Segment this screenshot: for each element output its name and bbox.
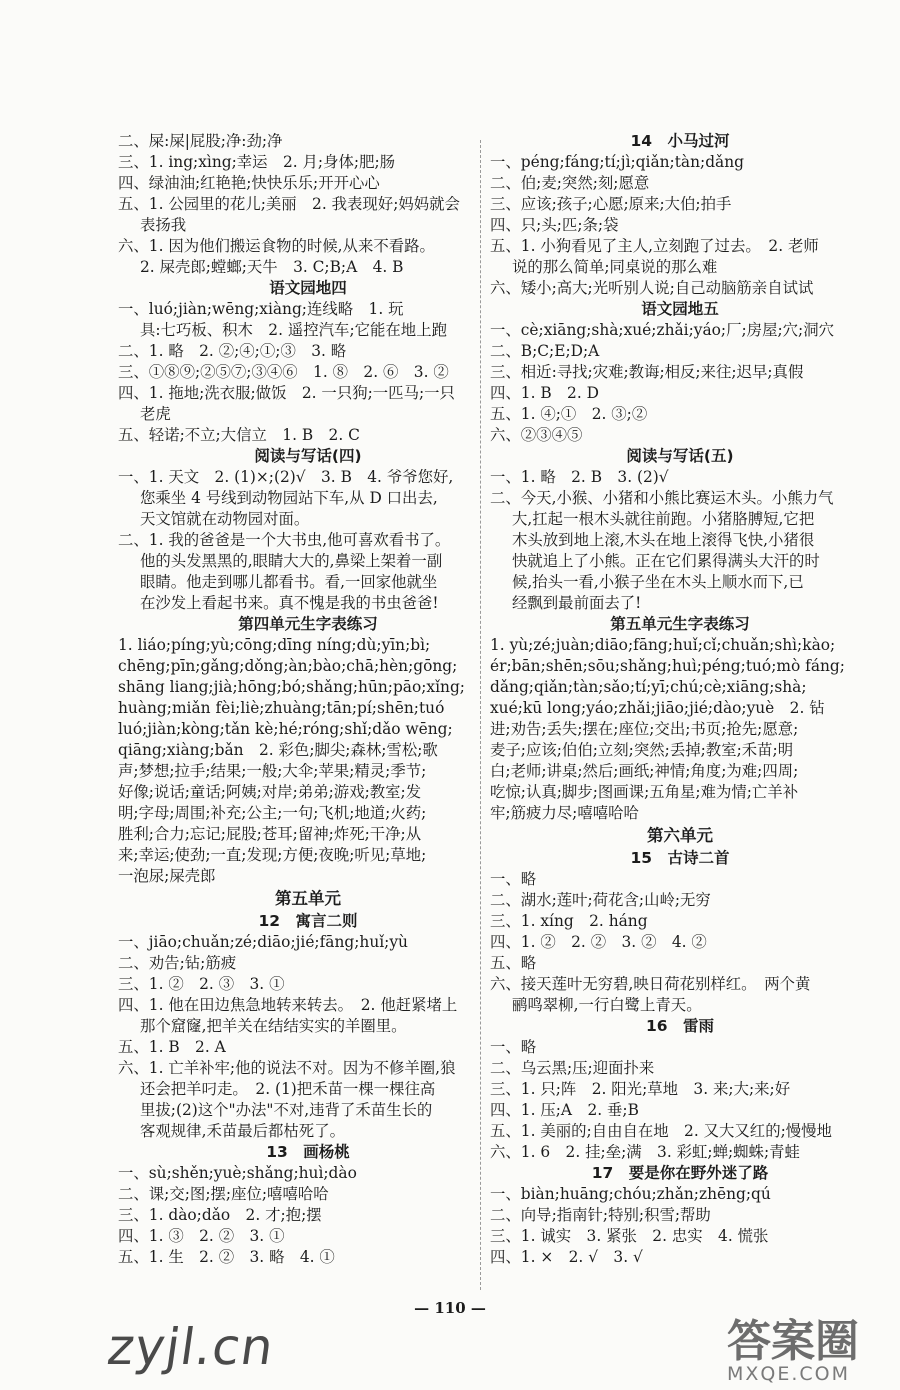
answer-line: 一、略 [490, 1038, 537, 1056]
answer-line-continued: 他的头发黑黑的,眼睛大大的,鼻梁上架着一副 [140, 552, 443, 570]
answer-line: 一、péng;fáng;tí;jì;qiǎn;tàn;dǎng [490, 153, 744, 171]
answer-line-continued: 大,扛起一根木头就往前跑。小猪胳膊短,它把 [512, 510, 815, 528]
answer-line: 二、劝告;钻;筋疲 [118, 954, 237, 972]
answer-line: 四、1. 压;A 2. 垂;B [490, 1101, 639, 1119]
answer-line: 二、B;C;E;D;A [490, 342, 600, 360]
answer-line: chēng;pīn;gǎng;dǒng;àn;bào;chā;hèn;gōng; [118, 657, 458, 675]
answer-line: 二、今天,小猴、小猪和小熊比赛运木头。小熊力气 [490, 489, 834, 507]
answer-line: 三、1. 诚实 3. 紧张 2. 忠实 4. 慌张 [490, 1227, 769, 1245]
answer-line-continued: 那个窟窿,把羊关在结结实实的羊圈里。 [140, 1017, 407, 1035]
answer-line: 四、1. ③ 2. ② 3. ① [118, 1227, 285, 1245]
answer-line-continued: 客观规律,禾苗最后都枯死了。 [140, 1122, 345, 1140]
answer-line: 六、接天莲叶无穷碧,映日荷花别样红。 两个黄 [490, 975, 811, 993]
answer-line: qiāng;xiàng;bǎn 2. 彩色;脚尖;森林;雪松;歌 [118, 741, 438, 759]
answer-line: 一、biàn;huāng;chóu;zhǎn;zhēng;qú [490, 1185, 771, 1203]
answer-line: 三、1. xíng 2. háng [490, 912, 648, 930]
section-heading: 语文园地四 [269, 279, 347, 297]
answer-line: 三、1. ② 2. ③ 3. ① [118, 975, 285, 993]
answer-line: 1. yù;zé;juàn;diāo;fāng;huǐ;cǐ;chuǎn;shì;kào; [490, 636, 836, 654]
answer-line: luó;jiàn;kòng;tǎn kè;hé;róng;shǐ;dǎo wēng; [118, 720, 453, 738]
answer-line: 二、湖水;莲叶;荷花含;山岭;无穷 [490, 891, 711, 909]
answer-line: 二、乌云黑;压;迎面扑来 [490, 1059, 655, 1077]
answer-line: 一、sù;shěn;yuè;shǎng;huì;dào [118, 1164, 357, 1182]
section-heading: 阅读与写话(五) [626, 447, 734, 465]
answer-line-continued: 天文馆就在动物园对面。 [140, 510, 310, 528]
page-number: — 110 — [414, 1299, 486, 1317]
section-heading: 第五单元生字表练习 [610, 615, 750, 633]
answer-line: 三、1. 只;阵 2. 阳光;草地 3. 来;大;来;好 [490, 1080, 791, 1098]
answer-line-continued: 候,抬头一看,小猴子坐在木头上顺水而下,已 [512, 573, 804, 591]
answer-line: 四、1. 他在田边焦急地转来转去。 2. 他赶紧堵上 [118, 996, 458, 1014]
answer-line-continued: 里拔;(2)这个"办法"不对,违背了禾苗生长的 [140, 1101, 433, 1119]
answer-line: 五、1. B 2. A [118, 1038, 226, 1056]
section-heading: 16 雷雨 [645, 1017, 715, 1035]
answer-line: dǎng;qiǎn;tàn;sǎo;tí;yī;chú;cè;xiāng;shà; [490, 678, 807, 696]
watermark-mxqe-logo [727, 1305, 887, 1385]
unit-heading: 第五单元 [275, 889, 341, 908]
watermark-mxqe-url: MXQE.COM [727, 1363, 851, 1385]
answer-line: 好像;说话;童话;阿姨;对岸;弟弟;游戏;教室;发 [118, 783, 422, 801]
answer-line: 五、1. 生 2. ② 3. 略 4. ① [118, 1248, 335, 1266]
section-heading: 语文园地五 [641, 300, 719, 318]
section-heading: 阅读与写话(四) [254, 447, 362, 465]
answer-line: 六、矮小;高大;光听别人说;自己动脑筋亲自试试 [490, 279, 814, 297]
answer-line: ér;bān;shēn;sōu;shǎng;huì;péng;tuó;mò fáng; [490, 657, 845, 675]
answer-line: 五、1. 公园里的花儿;美丽 2. 我表现好;妈妈就会 [118, 195, 460, 213]
section-heading: 13 画杨桃 [266, 1143, 350, 1161]
answer-line-continued: 具:七巧板、积木 2. 遥控汽车;它能在地上跑 [140, 321, 447, 339]
answer-line: 三、相近:寻找;灾难;教诲;相反;来往;迟早;真假 [490, 363, 804, 381]
answer-line: 四、1. × 2. √ 3. √ [490, 1248, 643, 1266]
answer-line-continued: 在沙发上看起书来。真不愧是我的书虫爸爸! [140, 594, 439, 612]
answer-line: 三、①⑧⑨;②⑤⑦;③④⑥ 1. ⑧ 2. ⑥ 3. ② [118, 363, 449, 381]
answer-line-continued: 木头放到地上滚,木头在地上滚得飞快,小猪很 [512, 531, 815, 549]
answer-line: 六、1. 因为他们搬运食物的时候,从来不看路。 [118, 237, 435, 255]
answer-line: huàng;miǎn fèi;liè;zhuàng;tān;pí;shēn;tuó [118, 699, 445, 717]
answer-line: 二、1. 我的爸爸是一个大书虫,他可喜欢看书了。 [118, 531, 451, 549]
answer-line: 六、1. 亡羊补牢;他的说法不对。因为不修羊圈,狼 [118, 1059, 456, 1077]
section-heading: 17 要是你在野外迷了路 [591, 1164, 769, 1182]
answer-line: 麦子;应该;伯伯;立刻;突然;丢掉;教室;禾苗;明 [490, 741, 794, 759]
answer-line: 四、1. B 2. D [490, 384, 599, 402]
section-heading: 15 古诗二首 [630, 849, 730, 867]
left-column [118, 131, 498, 1268]
answer-line: 五、1. 小狗看见了主人,立刻跑了过去。 2. 老师 [490, 237, 819, 255]
answer-line: 一、jiāo;chuǎn;zé;diāo;jié;fāng;huǐ;yù [118, 933, 408, 951]
answer-line: 三、应该;孩子;心愿;原来;大伯;拍手 [490, 195, 732, 213]
answer-line-continued: 2. 屎壳郎;螳螂;天牛 3. C;B;A 4. B [140, 258, 404, 276]
answer-line: 四、1. 拖地;洗衣服;做饭 2. 一只狗;一匹马;一只 [118, 384, 455, 402]
answer-line: 进;劝告;丢失;摆在;座位;交出;书页;抢先;愿意; [490, 720, 799, 738]
answer-line: 一、1. 天文 2. (1)×;(2)√ 3. B 4. 爷爷您好, [118, 468, 454, 486]
answer-line-continued: 表扬我 [140, 216, 187, 234]
answer-line-continued: 经飘到最前面去了! [512, 594, 642, 612]
answer-line: xué;kū long;yáo;zhǎi;jiāo;jié;dào;yuè 2. 钻 [490, 699, 825, 717]
right-column [490, 131, 870, 1268]
answer-line: 二、伯;麦;突然;刻;愿意 [490, 174, 650, 192]
answer-line: 一、cè;xiāng;shà;xué;zhǎi;yáo;厂;房屋;穴;洞穴 [490, 321, 835, 339]
answer-line-continued: 还会把羊叼走。 2. (1)把禾苗一棵一棵往高 [140, 1080, 436, 1098]
answer-line: 四、绿油油;红艳艳;快快乐乐;开开心心 [118, 174, 380, 192]
answer-line: 吃惊;认真;脚步;图画课;五角星;难为情;亡羊补 [490, 783, 799, 801]
answer-line-continued: 快就追上了小熊。正在它们累得满头大汗的时 [512, 552, 820, 570]
section-heading: 14 小马过河 [630, 132, 730, 150]
answer-line: 一、略 [490, 870, 537, 888]
answer-line-continued: 鹂鸣翠柳,一行白鹭上青天。 [512, 996, 702, 1014]
unit-heading: 第六单元 [647, 826, 713, 845]
answer-line: 一、luó;jiàn;wēng;xiàng;连线略 1. 玩 [118, 300, 404, 318]
answer-line-continued: 老虎 [140, 405, 171, 423]
answer-line: 明;字母;周围;补充;公主;一句;飞机;地道;火药; [118, 804, 427, 822]
answer-line: 一、1. 略 2. B 3. (2)√ [490, 468, 669, 486]
section-heading: 第四单元生字表练习 [238, 615, 378, 633]
answer-line: 白;老师;讲桌;然后;画纸;神情;角度;为难;四周; [490, 762, 799, 780]
answer-line: 胜利;合力;忘记;屁股;苍耳;留神;炸死;干净;从 [118, 825, 422, 843]
answer-line: 二、屎:屎|屁股;净:劲;净 [118, 132, 283, 150]
answer-line: 二、1. 略 2. ②;④;①;③ 3. 略 [118, 342, 347, 360]
answer-line-continued: 眼睛。他走到哪儿都看书。看,一回家他就坐 [140, 573, 438, 591]
answer-line: 三、1. dào;dǎo 2. 才;抱;摆 [118, 1206, 322, 1224]
answer-line: 五、1. ④;① 2. ③;② [490, 405, 648, 423]
answer-line: 六、1. 6 2. 挂;垒;满 3. 彩虹;蝉;蜘蛛;青蛙 [490, 1143, 800, 1161]
answer-line: 六、②③④⑤ [490, 426, 583, 444]
answer-line: 牢;筋疲力尽;嘻嘻哈哈 [490, 804, 639, 822]
answer-line-continued: 说的那么简单;同桌说的那么难 [512, 258, 718, 276]
watermark-zyjl-logo: zyjl.cn [103, 1318, 278, 1376]
answer-line: 四、1. ② 2. ② 3. ② 4. ② [490, 933, 707, 951]
answer-line: 声;梦想;拉手;结果;一般;大伞;苹果;精灵;季节; [118, 762, 427, 780]
answer-line: 三、1. ing;xìng;幸运 2. 月;身体;肥;肠 [118, 153, 396, 171]
watermark-mxqe-mark: 答案圈 [727, 1316, 859, 1367]
answer-line: 来;幸运;使劲;一直;发现;方便;夜晚;听见;草地; [118, 846, 427, 864]
answer-line: 一泡尿;屎壳郎 [118, 867, 216, 885]
answer-line: 五、略 [490, 954, 537, 972]
answer-line: 1. liáo;píng;yù;cōng;dīng níng;dù;yīn;bì; [118, 636, 431, 654]
answer-line-continued: 您乘坐 4 号线到动物园站下车,从 D 口出去, [140, 489, 438, 507]
answer-line: 二、向导;指南针;特别;积雪;帮助 [490, 1206, 711, 1224]
column-divider [480, 140, 481, 1290]
answer-line: 四、只;头;匹;条;袋 [490, 216, 619, 234]
answer-line: 五、轻诺;不立;大信立 1. B 2. C [118, 426, 360, 444]
section-heading: 12 寓言二则 [258, 912, 358, 930]
answer-line: 二、课;交;图;摆;座位;嘻嘻哈哈 [118, 1185, 329, 1203]
answer-line: 五、1. 美丽的;自由自在地 2. 又大又红的;慢慢地 [490, 1122, 832, 1140]
answer-line: shāng liang;jià;hōng;bó;shǎng;hūn;pāo;xǐng; [118, 678, 465, 696]
